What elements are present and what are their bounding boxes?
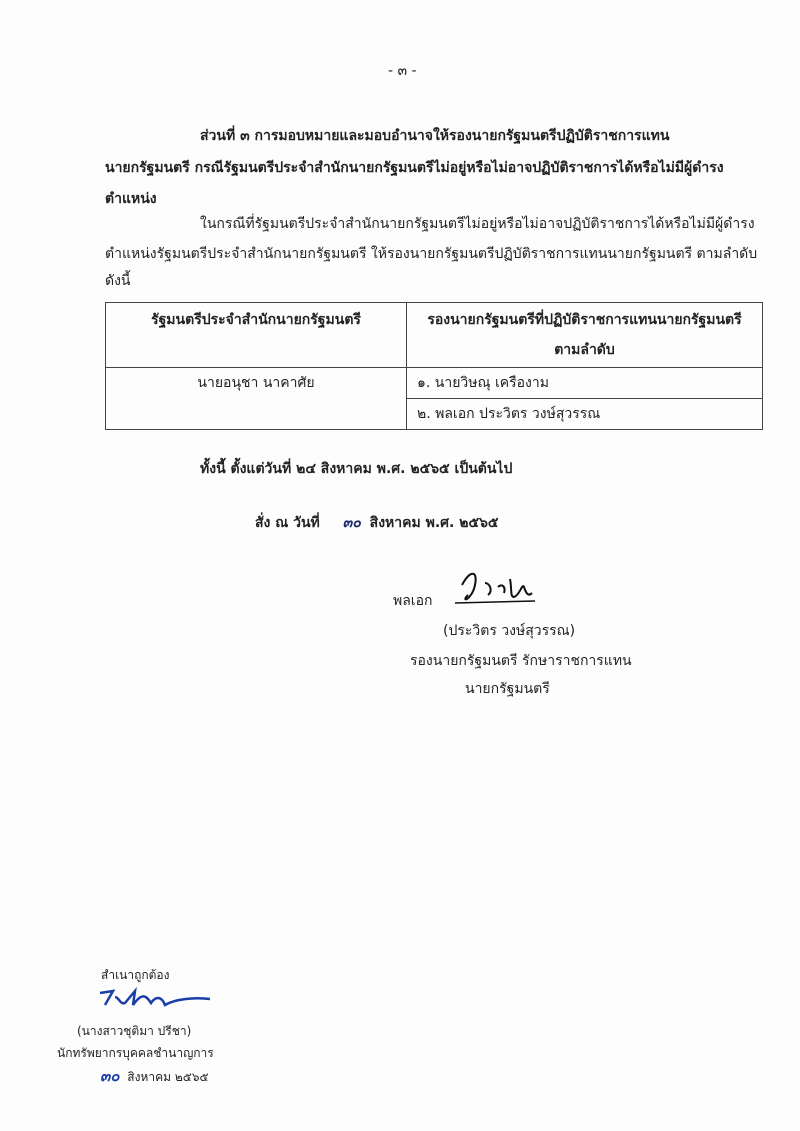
section-heading-line1: ส่วนที่ ๓ การมอบหมายและมอบอำนาจให้รองนายกรัฐมนตรีปฏิบัติราชการแทน bbox=[200, 128, 670, 144]
signer-name: (ประวิตร วงษ์สุวรรณ) bbox=[443, 623, 576, 639]
signer-rank: พลเอก bbox=[393, 593, 433, 609]
effective-date: ทั้งนี้ ตั้งแต่วันที่ ๒๔ สิงหาคม พ.ศ. ๒๕๖๕ เป็นต้นไป bbox=[200, 461, 513, 477]
header-deputies-line2: ตามลำดับ bbox=[554, 342, 615, 358]
header-deputies bbox=[407, 303, 763, 368]
signature-image bbox=[450, 565, 545, 610]
order-date bbox=[255, 512, 499, 534]
certifier-name: (นางสาวชุติมา ปรีชา) bbox=[77, 1024, 192, 1038]
signer-title1: รองนายกรัฐมนตรี รักษาราชการแทน bbox=[410, 653, 632, 669]
cert-date: สิงหาคม ๒๕๖๕ bbox=[127, 1070, 209, 1084]
certified-copy-label: สำเนาถูกต้อง bbox=[101, 968, 170, 982]
paragraph-line2: ตำแหน่งรัฐมนตรีประจำสำนักนายกรัฐมนตรี ให้รองนายกรัฐมนตรีปฏิบัติราชการแทนนายกรัฐมนตรี ตามลำดับ bbox=[105, 246, 758, 262]
paragraph-line1: ในกรณีที่รัฐมนตรีประจำสำนักนายกรัฐมนตรีไม่อยู่หรือไม่อาจปฏิบัติราชการได้หรือไม่มีผู้ดำรง bbox=[200, 216, 755, 232]
certifier-signature-image bbox=[95, 985, 215, 1015]
certification-date bbox=[100, 1064, 209, 1088]
minister-cell: นายอนุชา นาคาศัย bbox=[106, 368, 407, 430]
section-heading-line3: ตำแหน่ง bbox=[105, 191, 157, 207]
order-day: ๓๐ bbox=[342, 515, 361, 531]
page-number: - ๓ - bbox=[388, 63, 417, 79]
order-prefix: สั่ง ณ วันที่ bbox=[255, 515, 320, 531]
certifier-title: นักทรัพยากรบุคคลชำนาญการ bbox=[57, 1046, 214, 1060]
delegation-table bbox=[105, 302, 763, 430]
header-minister: รัฐมนตรีประจำสำนักนายกรัฐมนตรี bbox=[106, 303, 407, 368]
deputy-cell-1: ๑. นายวิษณุ เครืองาม bbox=[407, 368, 763, 399]
paragraph-line3: ดังนี้ bbox=[105, 273, 131, 289]
header-deputies-line1: รองนายกรัฐมนตรีที่ปฏิบัติราชการแทนนายกรัฐมนตรี bbox=[427, 312, 742, 328]
deputy-cell-2: ๒. พลเอก ประวิตร วงษ์สุวรรณ bbox=[407, 399, 763, 430]
cert-day: ๓๐ bbox=[100, 1067, 120, 1085]
signer-title2: นายกรัฐมนตรี bbox=[465, 681, 550, 697]
section-heading-line2: นายกรัฐมนตรี กรณีรัฐมนตรีประจำสำนักนายกรัฐมนตรีไม่อยู่หรือไม่อาจปฏิบัติราชการได้หรือไม่มีผู้ดำรง bbox=[105, 160, 724, 176]
order-rest: สิงหาคม พ.ศ. ๒๕๖๕ bbox=[369, 515, 499, 531]
